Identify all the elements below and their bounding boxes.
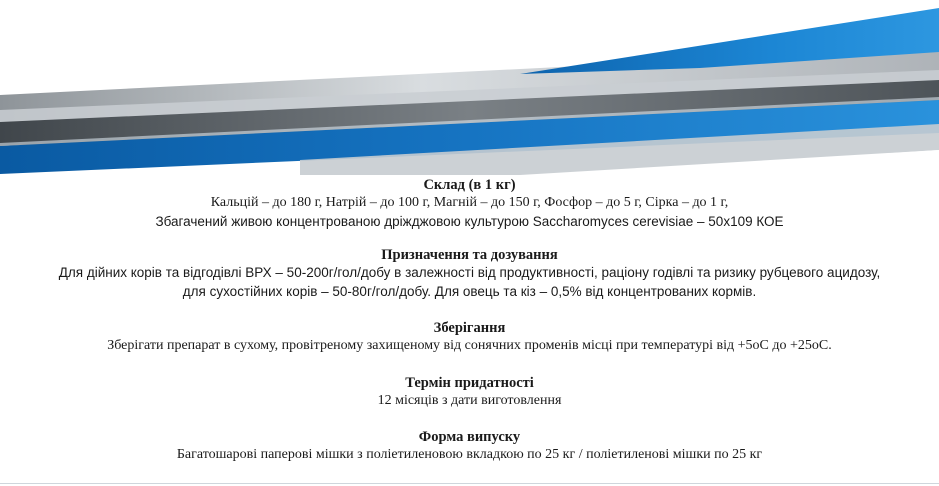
section-shelf-life	[0, 374, 939, 411]
section-line: Багатошарові паперові мішки з поліетиленовою вкладкою по 25 кг / поліетиленові мішки по 25 кг	[176, 447, 763, 462]
section-line: Збагачений живою концентрованою дріжджовою культурою Saccharomyces cerevisiae – 50х109 КОЕ	[155, 213, 784, 229]
section-packaging	[0, 428, 939, 465]
product-info	[0, 176, 939, 465]
section-line: для сухостійних корів – 50-80г/гол/добу. Для овець та кіз – 0,5% від концентрованих кормів.	[182, 283, 757, 299]
section-line: Для дійних корів та відгодівлі ВРХ – 50-200г/гол/добу в залежності від продуктивності, раціону годівлі та ризику рубцевого ацидозу,	[58, 265, 881, 280]
section-title: Форма випуску	[418, 429, 521, 445]
section-title: Склад (в 1 кг)	[423, 177, 516, 193]
section-composition	[0, 176, 939, 231]
section-purpose-dosage	[0, 246, 939, 301]
bottom-divider	[0, 483, 939, 484]
section-line: Кальцій – до 180 г, Натрій – до 100 г, Магній – до 150 г, Фосфор – до 5 г, Сірка – до 1 г,	[210, 195, 729, 210]
section-line: 12 місяців з дати виготовлення	[377, 392, 562, 408]
section-title: Призначення та дозування	[381, 247, 558, 263]
section-title: Зберігання	[433, 320, 506, 336]
decorative-banner	[0, 0, 939, 175]
section-title: Термін придатності	[405, 374, 534, 391]
section-line: Зберігати препарат в сухому, провітреному захищеному від сонячних променів місці при температурі від +5оС до +25оС.	[107, 338, 832, 353]
section-storage	[0, 319, 939, 356]
